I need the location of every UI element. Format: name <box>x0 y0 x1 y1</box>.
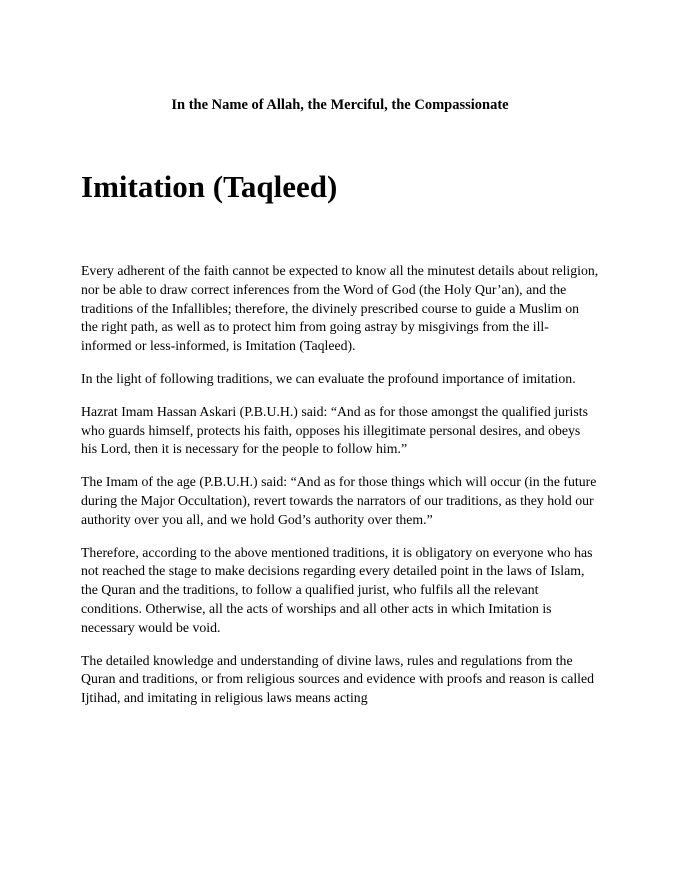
bismillah-header: In the Name of Allah, the Merciful, the Compassionate <box>171 97 509 113</box>
body-paragraph: The Imam of the age (P.B.U.H.) said: “And as for those things which will occur (in the future during the Major Occultation), revert towards the narrators of our traditions, as they hold our authority over you all, and we hold God’s authority over them.” <box>81 474 597 527</box>
page-title: Imitation (Taqleed) <box>81 169 338 204</box>
body-paragraph: The detailed knowledge and understanding of divine laws, rules and regulations from the Quran and traditions, or from religious sources and evidence with proofs and reason is called Ijtihad, and imitating in religious laws means acting <box>81 652 595 706</box>
body-paragraph: Therefore, according to the above mentioned traditions, it is obligatory on everyone who has not reached the stage to make decisions regarding every detailed point in the laws of Islam, the Quran and the traditions, to follow a qualified jurist, who fulfils all the relevant conditions. Otherwise, all the acts of worships and all other acts in which Imitation is necessary would be void. <box>81 544 593 635</box>
body-paragraph: In the light of following traditions, we can evaluate the profound importance of imitation. <box>81 370 576 386</box>
body-paragraph: Every adherent of the faith cannot be expected to know all the minutest details about religion, nor be able to draw correct inferences from the Word of God (the Holy Qur’an), and the traditions of the Infallibles; therefore, the divinely prescribed course to guide a Muslim on the right path, as well as to protect him from going astray by misgivings from the ill-informed or less-informed, is Imitation (Taqleed). <box>81 263 599 354</box>
body-paragraph: Hazrat Imam Hassan Askari (P.B.U.H.) said: “And as for those amongst the qualified jurists who guards himself, protects his faith, opposes his illegitimate personal desires, and obeys his Lord, then it is necessary for the people to follow him.” <box>81 403 588 457</box>
body-text <box>81 262 599 708</box>
